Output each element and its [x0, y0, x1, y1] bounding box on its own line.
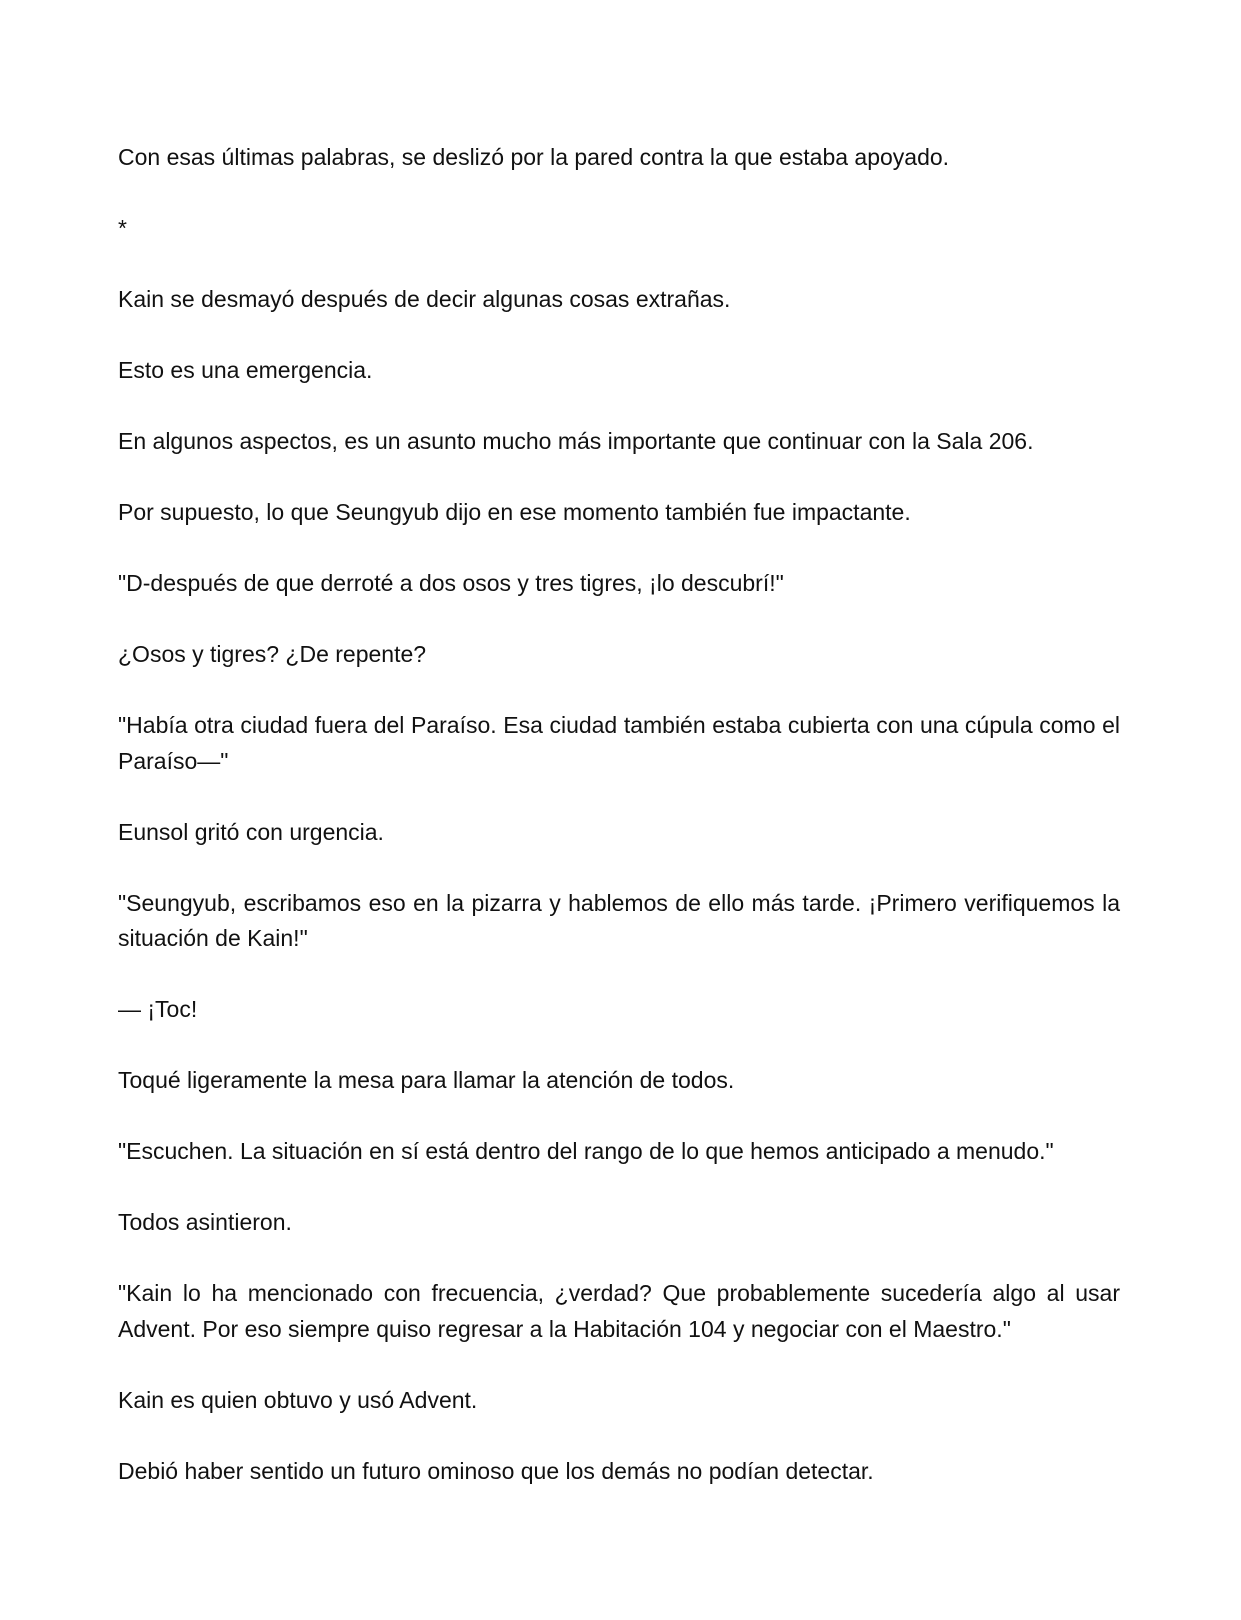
paragraph-7: "D-después de que derroté a dos osos y tres tigres, ¡lo descubrí!" [118, 570, 784, 596]
paragraph-14: "Escuchen. La situación en sí está dentro del rango de lo que hemos anticipado a menudo." [118, 1138, 1054, 1164]
paragraph-17: Kain es quien obtuvo y usó Advent. [118, 1386, 478, 1413]
paragraph-10: Eunsol gritó con urgencia. [118, 818, 384, 845]
paragraph-18: Debió haber sentido un futuro ominoso que los demás no podían detectar. [118, 1457, 874, 1484]
document-page [118, 140, 1120, 1489]
paragraph-8: ¿Osos y tigres? ¿De repente? [118, 641, 427, 667]
paragraph-3: Kain se desmayó después de decir algunas cosas extrañas. [118, 286, 731, 312]
paragraph-4: Esto es una emergencia. [118, 357, 373, 383]
paragraph-9: "Había otra ciudad fuera del Paraíso. Esa ciudad también estaba cubierta con una cúpula como el Paraíso—" [118, 712, 1120, 774]
paragraph-12: — ¡Toc! [118, 996, 198, 1022]
paragraph-15: Todos asintieron. [118, 1209, 292, 1235]
scene-break: * [118, 215, 127, 241]
paragraph-5: En algunos aspectos, es un asunto mucho más importante que continuar con la Sala 206. [118, 428, 1034, 454]
paragraph-11: "Seungyub, escribamos eso en la pizarra y hablemos de ello más tarde. ¡Primero verifiquemos la situación de Kain!" [118, 889, 1120, 951]
paragraph-13: Toqué ligeramente la mesa para llamar la atención de todos. [118, 1067, 735, 1093]
paragraph-16: "Kain lo ha mencionado con frecuencia, ¿verdad? Que probablemente sucedería algo al usar Advent. Por eso siempre quiso regresar a la Habitación 104 y negociar con el Maestro." [118, 1280, 1120, 1342]
paragraph-6: Por supuesto, lo que Seungyub dijo en ese momento también fue impactante. [118, 499, 911, 525]
paragraph-1: Con esas últimas palabras, se deslizó por la pared contra la que estaba apoyado. [118, 144, 950, 170]
